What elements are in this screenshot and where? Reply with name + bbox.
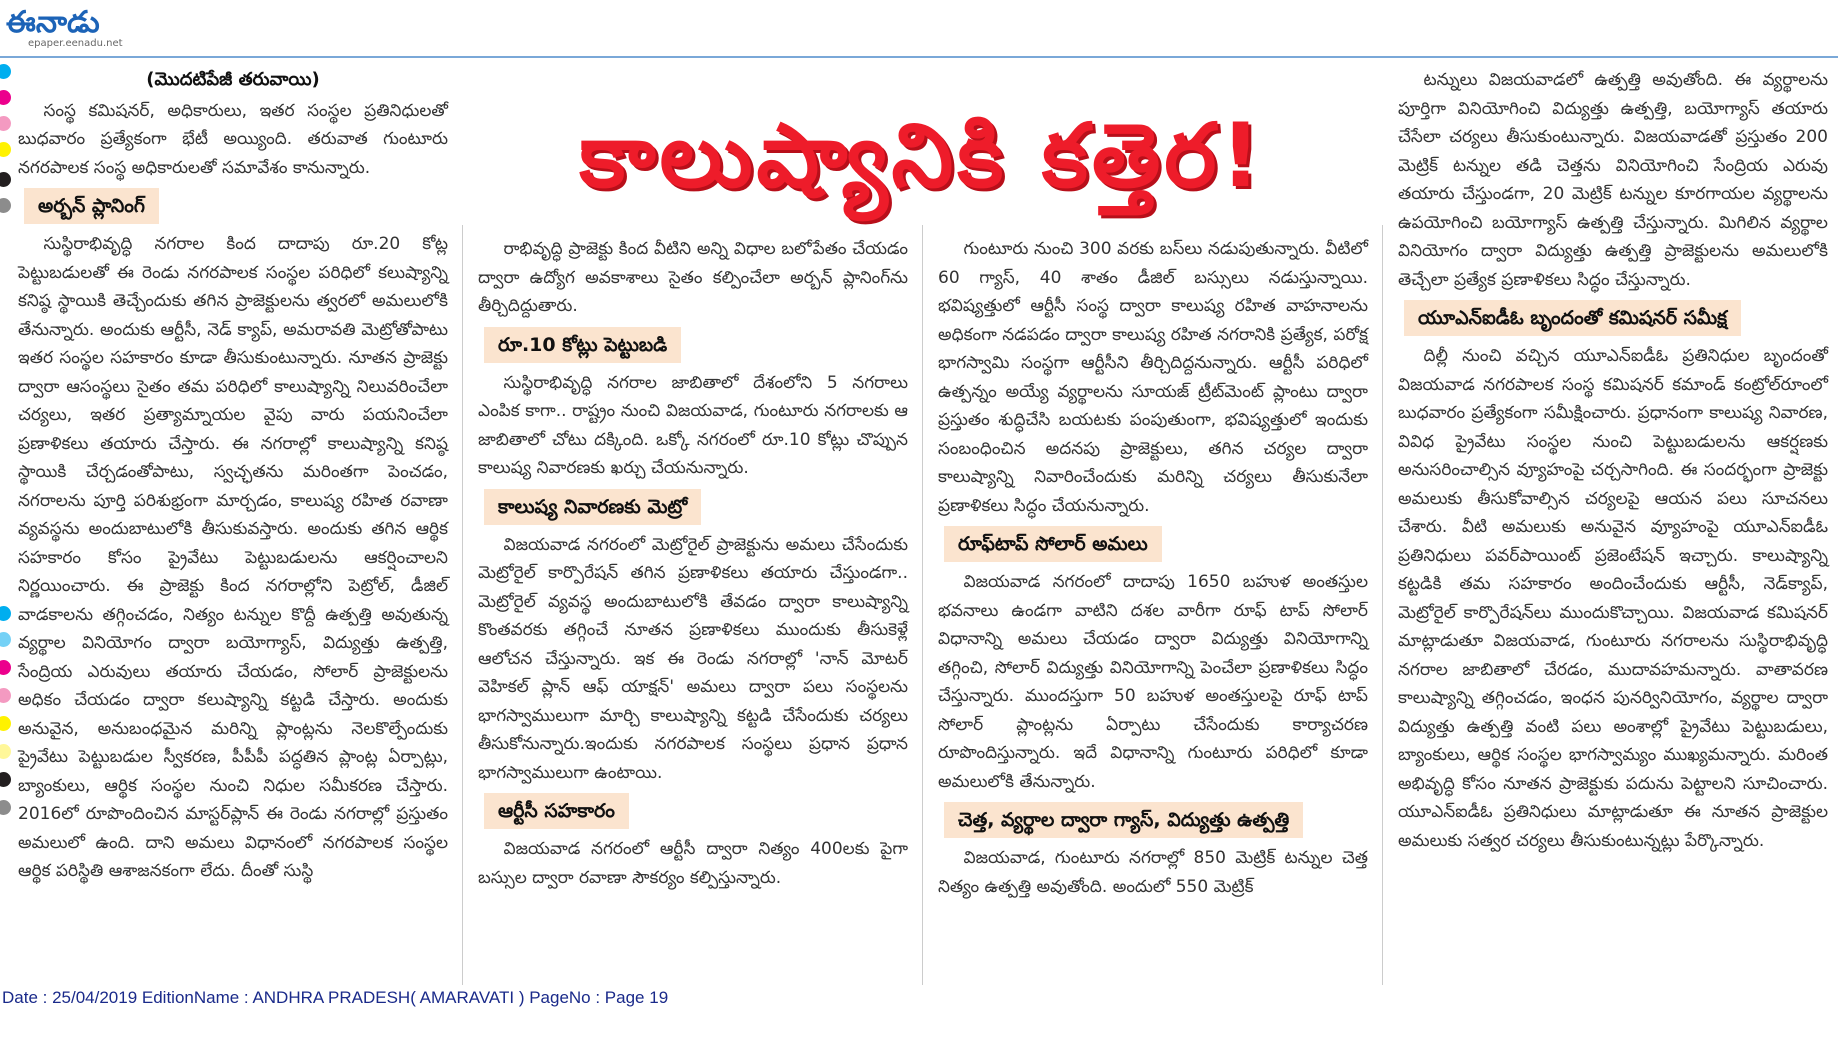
registration-color-strip [0,60,12,960]
paragraph: సుస్థిరాభివృద్ధి నగరాల కింద దాదాపు రూ.20 కోట్ల పెట్టుబడులతో ఈ రెండు నగరపాలక సంస్థల పరిధిలో కలుష్యాన్ని కనిష్ఠ స్థాయికి తెచ్చేందుకు తగిన ప్రాజెక్టులను త్వరలో అమలులోకి తేనున్నారు. అందుకు ఆర్టీసీ, నెడ్ క్యాప్, అమరావతి మెట్రోతోపాటు ఇతర సంస్థల సహకారం కూడా తీసుకుంటున్నారు. నూతన ప్రాజెక్టు ద్వారా ఆసంస్థలు సైతం తమ పరిధిలో కాలుష్యాన్ని నిలువరించేలా చర్యలు, ఇతర ప్రత్యామ్నాయల వైపు వారు పయనించేలా ప్రణాళికలు తయారు చేస్తారు. ఈ నగరాల్లో కాలుష్యాన్ని కనిష్ఠ స్థాయికి చేర్చడంతోపాటు, స్వచ్ఛతను మరింతగా పెంచడం, నగరాలను పూర్తి పరిశుభ్రంగా మార్చడం, కాలుష్య రహిత రవాణా వ్యవస్థను అందుబాటులోకి తీసుకువస్తారు. అందుకు తగిన ఆర్థిక సహకారం కోసం ప్రైవేటు పెట్టుబడులను ఆకర్షించాలని నిర్ణయించారు. ఈ ప్రాజెక్టు కింద నగరాల్లోని పెట్రోల్, డీజిల్ వాడకాలను తగ్గించడం, నిత్యం టన్నుల కొద్దీ ఉత్పత్తి అవుతున్న వ్యర్థాల వినియోగం ద్వారా బయోగ్యాస్, విద్యుత్తు ఉత్పత్తి, సేంద్రియ ఎరువులు తయారు చేయడం, సోలార్ ప్రాజెక్టులను అధికం చేయడం ద్వారా కలుష్యాన్ని కట్టడి చేస్తారు. అందుకు అనువైన, అనుబంధమైన మరిన్ని ప్లాంట్లను నెలకొల్పేందుకు ప్రైవేటు పెట్టుబడుల స్వీకరణ, పీపీపీ పద్ధతిన ప్లాంట్ల ఏర్పాట్లు, బ్యాంకులు, ఆర్థిక సంస్థల నుంచి నిధుల సమీకరణ చేస్తారు. 2016లో రూపొందించిన మాస్టర్‌ప్లాన్ ఈ రెండు నగరాల్లో ప్రస్తుతం అమలులో ఉంది. దాని అమలు విధానంలో నగరపాలక సంస్థల ఆర్థిక పరిస్థితి ఆశాజనకంగా లేదు. దీంతో సుస్థి [18,234,448,881]
registration-mark [0,606,11,621]
paragraph: విజయవాడ నగరంలో మెట్రోరైల్ ప్రాజెక్టును అమలు చేసేందుకు మెట్రోరైల్ కార్పొరేషన్ తగిన ప్రణాళికలు తయారు చేస్తుండగా.. మెట్రోరైల్ వ్యవస్థ అందుబాటులోకి తేవడం ద్వారా కాలుష్యాన్ని కొంతవరకు తగ్గించే నూతన ప్రణాళికలు ముందుకు తీసుకెళ్లే ఆలోచన చేస్తున్నారు. ఇక ఈ రెండు నగరాల్లో 'నాన్ మోటర్ వెహికల్ ప్లాన్ ఆఫ్ యాక్షన్' అమలు ద్వారా పలు సంస్థలను భాగస్వాములుగా మార్చి కాలుష్యాన్ని కట్టడి చేసేందుకు చర్యలు తీసుకోనున్నారు.ఇందుకు నగరపాలక సంస్థలు ప్రధాన ప్రధాన భాగస్వాములుగా ఉంటాయి. [478,534,908,783]
logo-text: ఈనాడు [6,5,100,39]
paragraph: విజయవాడ నగరంలో ఆర్టీసీ ద్వారా నిత్యం 400లకు పైగా బస్సుల ద్వారా రవాణా సౌకర్యం కల్పిస్తున్నారు. [478,839,908,888]
registration-mark [0,716,11,731]
eenadu-logo[interactable] [4,3,139,39]
epaper-site-label: epaper.eenadu.net [28,38,123,49]
registration-mark [0,800,11,815]
registration-mark [0,142,11,157]
article-headline: కాలుష్యానికి కత్తెర! [579,104,1265,207]
registration-mark [0,90,11,105]
registration-mark [0,64,11,79]
paragraph: రాభివృద్ధి ప్రాజెక్టు కింద వీటిని అన్ని విధాల బలోపేతం చేయడం ద్వారా ఉద్యోగ అవకాశాలు సైతం కల్పించేలా అర్బన్ ప్లానింగ్‌ను తీర్చిదిద్దుతారు. [478,239,908,316]
column-divider [1382,225,1383,985]
registration-mark [0,198,11,213]
intro-paragraph: సంస్థ కమిషనర్, అధికారులు, ఇతర సంస్థల ప్రతినిధులతో బుధవారం ప్రత్యేకంగా భేటీ అయ్యింది. తరువాత గుంటూరు నగరపాలక సంస్థ అధికారులతో సమావేశం కానున్నారు. [18,100,448,178]
paragraph: టన్నులు విజయవాడలో ఉత్పత్తి అవుతోంది. ఈ వ్యర్థాలను పూర్తిగా వినియోగించి విద్యుత్తు ఉత్పత్తి, బయోగ్యాస్ తయారు చేసేలా చర్యలు తీసుకుంటున్నారు. విజయవాడతో ప్రస్తుతం 200 మెట్రిక్ టన్నుల తడి చెత్తను వినియోగించి సేంద్రియ ఎరువు తయారు చేస్తుండగా, 20 మెట్రిక్ టన్నుల కూరగాయల వ్యర్థాలను ఉపయోగించి బయోగ్యాస్ ఉత్పత్తి చేస్తున్నారు. మిగిలిన వ్యర్థాల వినియోగం ద్వారా విద్యుత్తు ఉత్పత్తి ప్రాజెక్టులను అమలులోకి తెచ్చేలా ప్రత్యేక ప్రణాళికలు సిద్ధం చేస్తున్నారు. [1398,70,1828,290]
registration-mark [0,632,11,647]
registration-mark [0,744,11,759]
article-column-2 [478,235,908,892]
article-column-3 [938,235,1368,901]
registration-mark [0,172,11,187]
registration-mark [0,660,11,675]
column-divider [462,225,463,985]
registration-mark [0,772,11,787]
subheading-metro: కాలుష్య నివారణకు మెట్రో [484,489,701,525]
subheading-rooftop-solar: రూఫ్‌టాప్ సోలార్ అమలు [944,526,1162,562]
registration-mark [0,116,11,131]
paragraph: విజయవాడ, గుంటూరు నగరాల్లో 850 మెట్రిక్ టన్నుల చెత్త నిత్యం ఉత్పత్తి అవుతోంది. అందులో 550 మెట్రిక్ [938,848,1368,897]
subheading-waste-energy: చెత్త, వ్యర్థాల ద్వారా గ్యాస్, విద్యుత్తు ఉత్పత్తి [944,802,1303,838]
paragraph: సుస్థిరాభివృద్ధి నగరాల జాబితాలో దేశంలోని 5 నగరాలు ఎంపిక కాగా.. రాష్ట్రం నుంచి విజయవాడ, గుంటూరు నగరాలకు ఆ జాబితాలో చోటు దక్కింది. ఒక్కో నగరంలో రూ.10 కోట్లు చొప్పున కాలుష్య నివారణకు ఖర్చు చేయనున్నారు. [478,372,908,478]
subheading-rtc: ఆర్టీసీ సహకారం [484,793,629,829]
continued-label: (మొదటిపేజీ తరువాయి) [146,69,320,90]
masthead [0,0,1838,58]
registration-mark [0,688,11,703]
article-column-1 [18,66,448,886]
subheading-unido-review: యూఎన్‌ఐడీఓ బృందంతో కమిషనర్ సమీక్ష [1404,300,1741,336]
article-column-4 [1398,66,1828,855]
subheading-urban-planning: అర్బన్ ప్లానింగ్ [24,188,159,224]
page-footer-info: Date : 25/04/2019 EditionName : ANDHRA PRADESH( AMARAVATI ) PageNo : Page 19 [2,988,669,1007]
paragraph: విజయవాడ నగరంలో దాదాపు 1650 బహుళ అంతస్తుల భవనాలు ఉండగా వాటిని దశల వారీగా రూఫ్ టాప్ సోలార్ విధానాన్ని అమలు చేయడం ద్వారా విద్యుత్తు వినియోగాన్ని తగ్గించి, సోలార్ విద్యుత్తు వినియోగాన్ని పెంచేలా ప్రణాళికలు సిద్ధం చేస్తున్నారు. ముందస్తుగా 50 బహుళ అంతస్తులపై రూఫ్ టాప్ సోలార్ ప్లాంట్లను ఏర్పాటు చేసేందుకు కార్యాచరణ రూపొందిస్తున్నారు. ఇదే విధానాన్ని గుంటూరు పరిధిలో కూడా అమలులోకి తేనున్నారు. [938,572,1368,792]
paragraph: గుంటూరు నుంచి 300 వరకు బస్‌లు నడుపుతున్నారు. వీటిలో 60 గ్యాస్, 40 శాతం డీజిల్ బస్సులు నడుస్తున్నాయి. భవిష్యత్తులో ఆర్టీసీ సంస్థ ద్వారా కాలుష్య రహిత వాహనాలను అధికంగా నడపడం ద్వారా కాలుష్య రహిత నగరానికి ప్రత్యేక, పరోక్ష భాగస్వామి సంస్థగా ఆర్టీసీని తీర్చిదిద్దనున్నారు. ఆర్టీసీ పరిధిలో ఉత్పన్నం అయ్యే వ్యర్థాలను సూయజ్ ట్రీట్‌మెంట్ ప్లాంటు ద్వారా ప్రస్తుతం శుద్ధిచేసి బయటకు పంపుతుంగా, భవిష్యత్తులో ఇందుకు సంబంధించిన అదనపు ప్రాజెక్టులు, తగిన చర్యల ద్వారా కాలుష్యాన్ని నివారించేందుకు మరిన్ని చర్యలు తీసుకునేలా ప్రణాళికలు సిద్ధం చేయనున్నారు. [938,239,1368,516]
paragraph: దిల్లీ నుంచి వచ్చిన యూఎన్‌ఐడీఓ ప్రతినిధుల బృందంతో విజయవాడ నగరపాలక సంస్థ కమిషనర్ కమాండ్ కంట్రోల్‌రూంలో బుధవారం ప్రత్యేకంగా సమీక్షించారు. ప్రధానంగా కాలుష్య నివారణ, వివిధ ప్రైవేటు సంస్థల నుంచి పెట్టుబడులను ఆకర్షణకు అనుసరించాల్సిన వ్యూహంపై చర్చసాగింది. ఈ సందర్భంగా ప్రాజెక్టు అమలుకు తీసుకోవాల్సిన చర్యలపై ఆయన పలు సూచనలు చేశారు. వీటి అమలుకు అనువైన వ్యూహంపై యూఎన్‌ఐడీఓ ప్రతినిధులు పవర్‌పాయింట్ ప్రజెంటేషన్ ఇచ్చారు. కాలుష్యాన్ని కట్టడికి తమ సహకారం అందించేందుకు ఆర్టీసీ, నెడ్‌క్యాప్, మెట్రోరైల్ కార్పొరేషన్‌లు ముందుకొచ్చాయి. విజయవాడ కమిషనర్ మాట్లాడుతూ విజయవాడ, గుంటూరు నగరాలను సుస్థిరాభివృద్ధి నగరాల జాబితాలో చేరడం, ముదావహమన్నారు. వాతావరణ కాలుష్యాన్ని తగ్గించడం, ఇంధన పునర్వినియోగం, వ్యర్థాల ద్వారా విద్యుత్తు ఉత్పత్తి వంటి పలు అంశాల్లో ప్రైవేటు పెట్టుబడులు, బ్యాంకులు, ఆర్థిక సంస్థల భాగస్వామ్యం ముఖ్యమన్నారు. మరింత అభివృద్ధి కోసం నూతన ప్రాజెక్టుకు పదును పెట్టాలని సూచించారు. యూఎన్‌ఐడీఓ ప్రతినిధులు మాట్లాడుతూ ఈ నూతన ప్రాజెక్టుల అమలుకు సత్వర చర్యలు తీసుకుంటున్నట్లు పేర్కొన్నారు. [1398,346,1828,851]
subheading-investment: రూ.10 కోట్లు పెట్టుబడి [484,327,681,363]
column-divider [922,225,923,985]
